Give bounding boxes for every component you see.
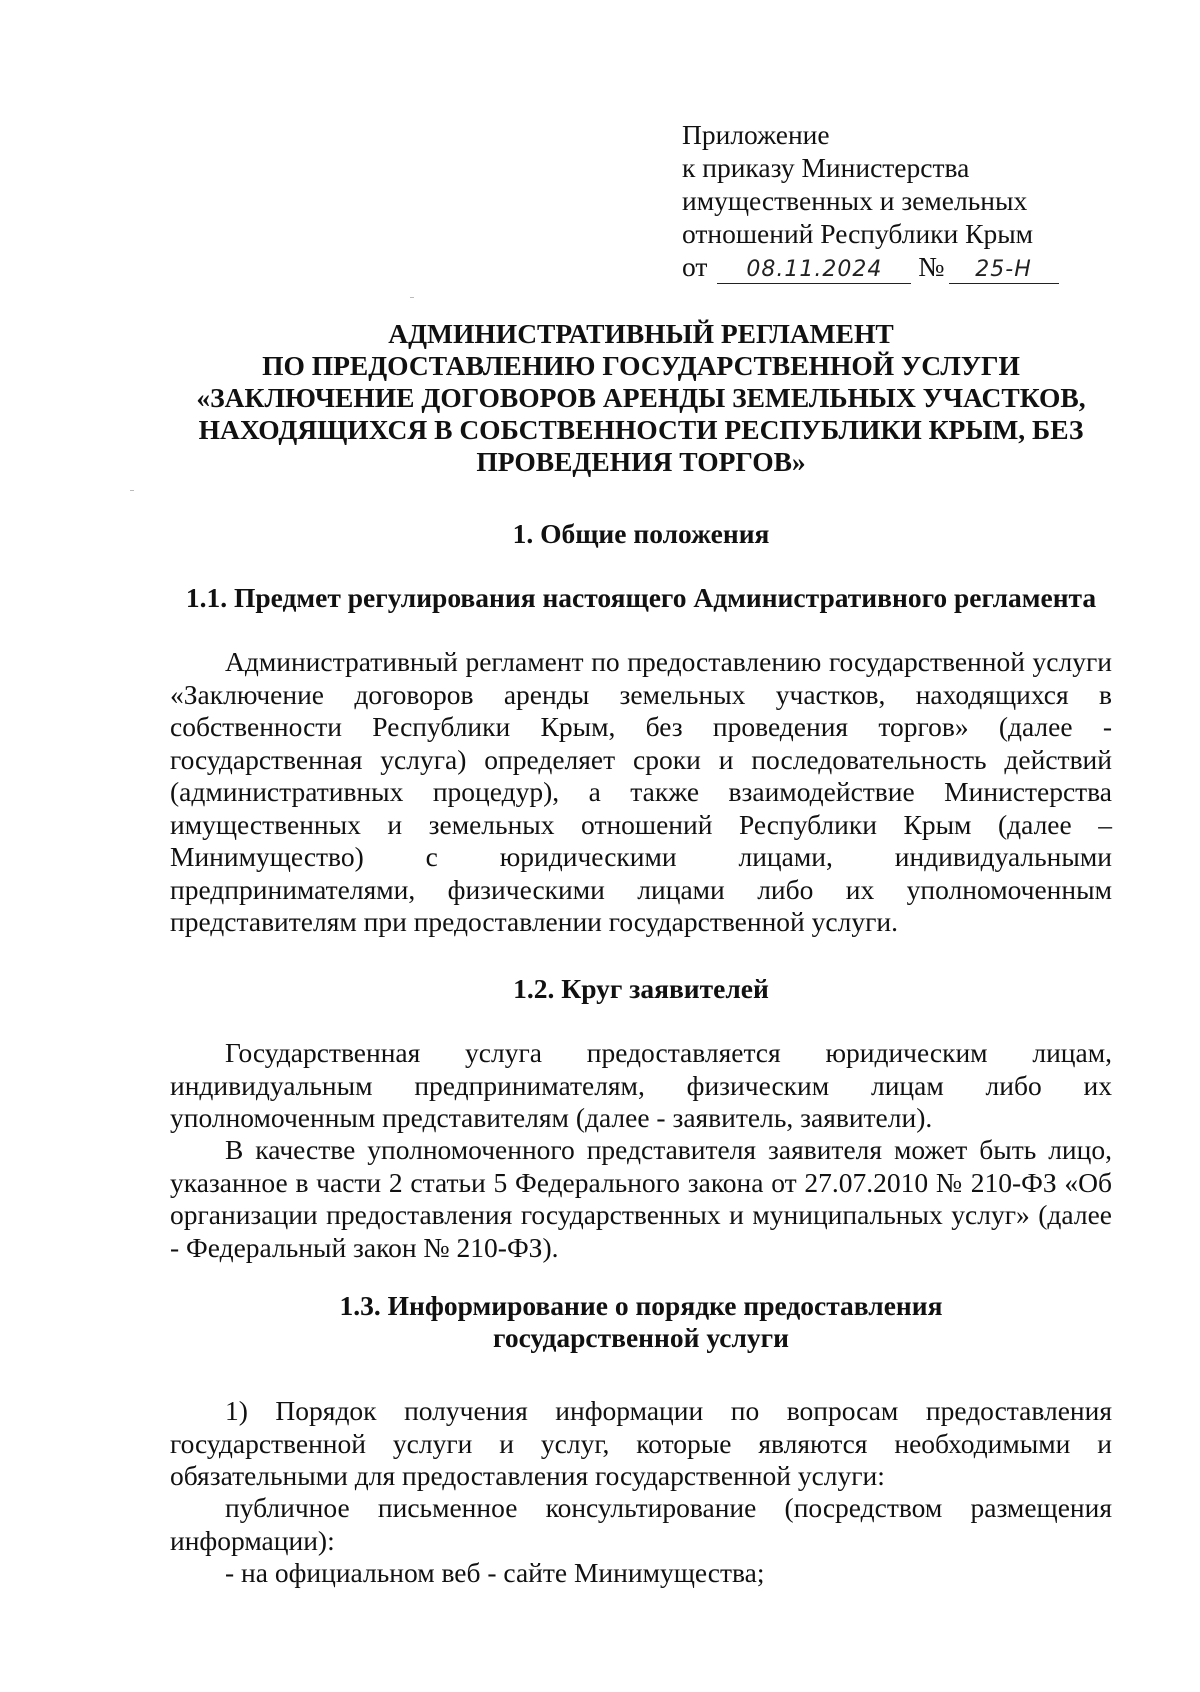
- subsection-heading: [170, 1290, 1112, 1354]
- scan-speck: [130, 490, 134, 491]
- from-label: от: [682, 251, 708, 282]
- paragraph: Государственная услуга предоставляется юридическим лицам, индивидуальным предпринимателям, физическим лицам либо их уполномоченным представителям (далее - заявитель, заявители).: [170, 1037, 1112, 1133]
- scan-speck: [410, 297, 414, 298]
- paragraph: В качестве уполномоченного представителя заявителя может быть лицо, указанное в части 2 статьи 5 Федерального закона от 27.07.2010 № 210-ФЗ «Об организации предоставления государственных и муниципальных услуг» (далее - Федеральный закон № 210-ФЗ).: [170, 1134, 1112, 1263]
- heading-line: государственной услуги: [493, 1322, 789, 1353]
- paragraph: - на официальном веб - сайте Минимущества;: [225, 1557, 765, 1588]
- title-line: ПРОВЕДЕНИЯ ТОРГОВ»: [476, 446, 806, 477]
- paragraph: 1) Порядок получения информации по вопросам предоставления государственной услуги и услуг, которые являются необходимыми и обязательными для предоставления государственной услуги:: [170, 1395, 1112, 1491]
- handwritten-date: 08.11.2024: [717, 257, 911, 284]
- title-line: АДМИНИСТРАТИВНЫЙ РЕГЛАМЕНТ: [388, 318, 894, 349]
- appendix-date-line: [682, 250, 1102, 284]
- appendix-line: отношений Республики Крым: [682, 218, 1034, 249]
- handwritten-number: 25-Н: [949, 257, 1059, 284]
- title-line: НАХОДЯЩИХСЯ В СОБСТВЕННОСТИ РЕСПУБЛИКИ КРЫМ, БЕЗ: [198, 414, 1084, 445]
- appendix-line: к приказу Министерства: [682, 152, 970, 183]
- number-label: №: [918, 251, 945, 282]
- title-line: ПО ПРЕДОСТАВЛЕНИЮ ГОСУДАРСТВЕННОЙ УСЛУГИ: [262, 350, 1020, 381]
- paragraph: публичное письменное консультирование (посредством размещения информации):: [170, 1492, 1112, 1556]
- subsection-heading: 1.2. Круг заявителей: [513, 973, 769, 1004]
- appendix-block: [682, 118, 1102, 284]
- paragraph: Административный регламент по предоставлению государственной услуги «Заключение договоров аренды земельных участков, находящихся в собственности Республики Крым, без проведения торгов» (далее - государственная услуга) определяет сроки и последовательность действий (административных процедур), а также взаимодействие Министерства имущественных и земельных отношений Республики Крым (далее – Минимущество) с юридическими лицами, индивидуальными предпринимателями, физическими лицами либо их уполномоченным представителям при предоставлении государственной услуги.: [170, 646, 1112, 937]
- heading-line: 1.3. Информирование о порядке предоставления: [339, 1290, 943, 1321]
- title-line: «ЗАКЛЮЧЕНИЕ ДОГОВОРОВ АРЕНДЫ ЗЕМЕЛЬНЫХ УЧАСТКОВ,: [196, 382, 1086, 413]
- appendix-line: Приложение: [682, 119, 830, 150]
- document-title: [170, 318, 1112, 478]
- appendix-line: имущественных и земельных: [682, 185, 1028, 216]
- subsection-heading: 1.1. Предмет регулирования настоящего Административного регламента: [185, 582, 1097, 613]
- section-heading: 1. Общие положения: [512, 518, 770, 549]
